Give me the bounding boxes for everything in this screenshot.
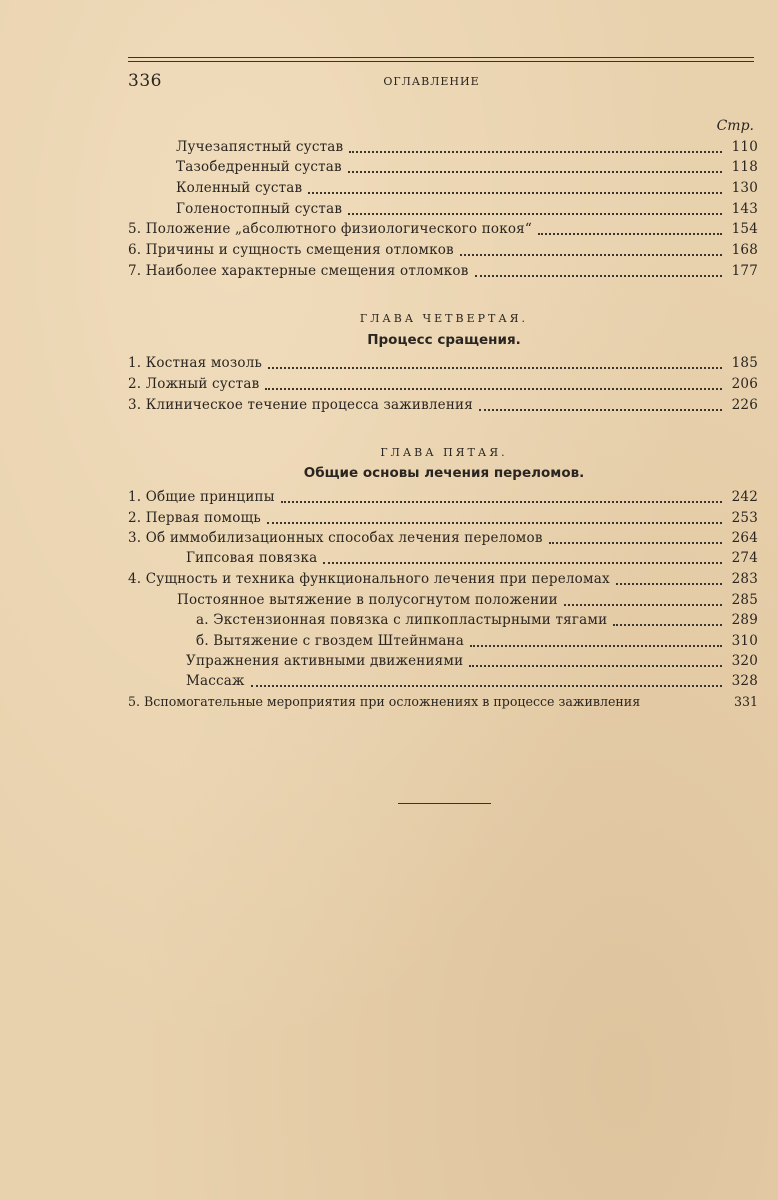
- toc-entry: [196, 632, 758, 650]
- toc-entry-page: 177: [731, 263, 758, 279]
- leader-dots: [479, 408, 722, 411]
- toc-entry-page: 283: [731, 571, 758, 587]
- toc-entry-text: Тазобедренный сустав: [176, 159, 342, 175]
- toc-entry-page: 110: [731, 139, 758, 155]
- leader-dots: [348, 212, 722, 215]
- toc-entry-page: 264: [731, 530, 758, 546]
- toc-entry-page: 310: [731, 633, 758, 649]
- toc-entry: [128, 570, 758, 588]
- toc-entry-text: 6. Причины и сущность смещения отломков: [128, 242, 454, 258]
- toc-entry-text: 5. Положение „абсолютного физиологического покоя“: [128, 221, 533, 237]
- leader-dots: [251, 684, 722, 687]
- toc-entry-text: Лучезапястный сустав: [176, 139, 344, 155]
- toc-entry-page: 253: [731, 510, 758, 526]
- toc-entry-page: 274: [731, 550, 758, 566]
- toc-entry-text: Постоянное вытяжение в полусогнутом положении: [177, 592, 558, 608]
- toc-entry-page: 206: [731, 376, 758, 392]
- toc-entry: [128, 488, 758, 506]
- toc-entry-text: 5. Вспомогательные мероприятия при осложнениях в процессе заживления: [128, 694, 641, 709]
- toc-entry-page: 185: [731, 355, 758, 371]
- leader-dots: [470, 644, 722, 647]
- toc-entry: [128, 529, 758, 547]
- toc-entry-page: 320: [731, 653, 758, 669]
- toc-entry: [128, 262, 758, 280]
- toc-entry-page: 118: [731, 159, 758, 175]
- toc-entry-page: 242: [731, 489, 758, 505]
- toc-entry: [176, 138, 758, 156]
- toc-entry-text: 1. Общие принципы: [128, 489, 275, 505]
- toc-entry-page: 154: [731, 221, 758, 237]
- leader-dots: [281, 500, 722, 503]
- toc-entry: [128, 220, 758, 238]
- page-number: 336: [128, 71, 162, 91]
- toc-entry-page: 328: [731, 673, 758, 689]
- toc-entry: [128, 396, 758, 414]
- leader-dots: [642, 706, 726, 707]
- toc-entry: [186, 672, 758, 690]
- toc-entry: [176, 200, 758, 218]
- leader-dots: [538, 232, 722, 235]
- header-rule-secondary: [128, 61, 754, 62]
- toc-entry-text: а. Экстензионная повязка с липкопластырными тягами: [196, 612, 608, 628]
- toc-entry-text: 2. Первая помощь: [128, 510, 261, 526]
- toc-entry-text: 4. Сущность и техника функционального лечения при переломах: [128, 571, 610, 587]
- leader-dots: [460, 253, 722, 256]
- leader-dots: [268, 366, 722, 369]
- page-column-label: Стр.: [716, 118, 754, 134]
- toc-entry: [186, 652, 758, 670]
- header-rule: [128, 57, 754, 58]
- toc-entry-page: 331: [733, 694, 758, 709]
- toc-entry-text: Упражнения активными движениями: [186, 653, 464, 669]
- leader-dots: [349, 150, 722, 153]
- leader-dots: [469, 664, 722, 667]
- toc-entry: [176, 179, 758, 197]
- toc-entry: [128, 693, 758, 711]
- toc-entry: [128, 509, 758, 527]
- toc-entry-text: Гипсовая повязка: [186, 550, 318, 566]
- toc-entry: [177, 591, 758, 609]
- toc-entry-page: 289: [731, 612, 758, 628]
- toc-entry: [176, 158, 758, 176]
- leader-dots: [549, 541, 722, 544]
- chapter-title: Общие основы лечения переломов.: [303, 465, 585, 481]
- leader-dots: [616, 582, 722, 585]
- toc-entry: [128, 375, 758, 393]
- end-rule: [398, 803, 491, 804]
- toc-entry-text: 7. Наиболее характерные смещения отломков: [128, 263, 469, 279]
- toc-entry-page: 168: [731, 242, 758, 258]
- leader-dots: [323, 561, 722, 564]
- leader-dots: [564, 603, 722, 606]
- toc-entry-text: Коленный сустав: [176, 180, 303, 196]
- toc-entry: [128, 241, 758, 259]
- toc-entry-text: б. Вытяжение с гвоздем Штейнмана: [196, 633, 465, 649]
- toc-entry: [196, 611, 758, 629]
- toc-entry: [186, 549, 758, 567]
- chapter-title: Процесс сращения.: [367, 332, 521, 348]
- toc-entry-page: 285: [731, 592, 758, 608]
- chapter-label: ГЛАВА ЧЕТВЕРТАЯ.: [359, 312, 529, 325]
- toc-entry-page: 143: [731, 201, 758, 217]
- toc-entry-text: 3. Клиническое течение процесса заживления: [128, 397, 473, 413]
- running-title: ОГЛАВЛЕНИЕ: [383, 75, 480, 88]
- toc-entry-text: 3. Об иммобилизационных способах лечения переломов: [128, 530, 543, 546]
- chapter-label: ГЛАВА ПЯТАЯ.: [380, 446, 508, 459]
- leader-dots: [265, 387, 722, 390]
- toc-entry-text: 2. Ложный сустав: [128, 376, 260, 392]
- toc-entry-text: Массаж: [186, 673, 245, 689]
- toc-entry: [128, 354, 758, 372]
- leader-dots: [613, 623, 722, 626]
- toc-entry-text: 1. Костная мозоль: [128, 355, 263, 371]
- leader-dots: [348, 170, 722, 173]
- toc-entry-text: Голеностопный сустав: [176, 201, 343, 217]
- toc-entry-page: 226: [731, 397, 758, 413]
- toc-entry-page: 130: [731, 180, 758, 196]
- leader-dots: [267, 521, 722, 524]
- leader-dots: [308, 191, 722, 194]
- leader-dots: [475, 274, 722, 277]
